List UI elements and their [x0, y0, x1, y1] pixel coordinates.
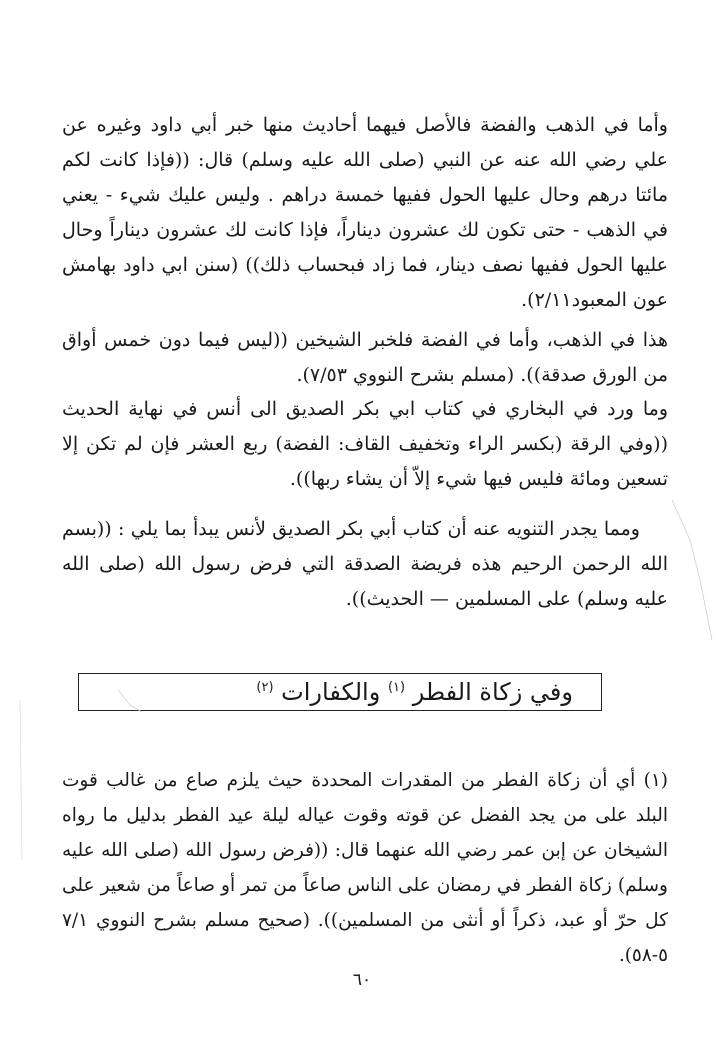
section-heading-box [78, 673, 602, 711]
paragraph-gold-silver-hadith: وأما في الذهب والفضة فالأصل فيهما أحاديث منها خبر أبي داود وغيره عن علي رضي الله عنه عن النبي (صلى الله عليه وسلم) قال: ((فإذا كانت لكم مائتا درهم وحال عليها الحول ففيها خمسة دراهم . وليس عليك شيء - يعني في الذهب - حتى تكون لك عشرون ديناراً، فإذا كانت لك عشرون ديناراً وحال عليها الحول ففيها نصف دينار، فما زاد فبحساب ذلك)) (سنن ابي داود بهامش عون المعبود٢/١١). [62, 114, 668, 311]
footnote-zakat-al-fitr: (١) أي أن زكاة الفطر من المقدرات المحددة حيث يلزم صاع من غالب قوت البلد على من يجد الفضل عن قوته وقوت عياله ليلة عيد الفطر بدليل ما رواه الشيخان عن إبن عمر رضي الله عنهما قال: ((فرض رسول الله (صلى الله عليه وسلم) زكاة الفطر في رمضان على الناس صاعاً من تمر أو صاعاً من شعير على كل حرّ أو عبد، ذكراً أو أنثى من المسلمين)). (صحيح مسلم بشرح النووي ٧/١ ٥-٥٨). [62, 770, 668, 966]
paragraph-bukhari-report: وما ورد في البخاري في كتاب ابي بكر الصديق الى أنس في نهاية الحديث ((وفي الرقة (بكسر الراء وتخفيف القاف: الفضة) ربع العشر فإن لم تكن إلا تسعين ومائة فليس فيها شيء إلاّ أن يشاء ربها)). [62, 398, 668, 490]
footnote-ref-2: (٢) [256, 680, 274, 695]
page-number: ٦٠ [352, 970, 372, 990]
section-heading-part2: والكفارات [281, 678, 381, 706]
section-heading [256, 666, 573, 714]
section-heading-part1: وفي زكاة الفطر [412, 678, 573, 706]
paragraph-abu-bakr-letter: ومما يجدر التنويه عنه أن كتاب أبي بكر الصديق لأنس يبدأ بما يلي : ((بسم الله الرحمن الرحيم هذه فريضة الصدقة التي فرض رسول الله (صلى الله عليه وسلم) على المسلمين — الحديث)). [62, 518, 668, 610]
footnote-ref-1: (١) [387, 680, 406, 695]
paragraph-silver-rule: هذا في الذهب، وأما في الفضة فلخبر الشيخين ((ليس فيما دون خمس أواق من الورق صدقة)). (مسلم بشرح النووي ٧/٥٣). [62, 329, 668, 386]
